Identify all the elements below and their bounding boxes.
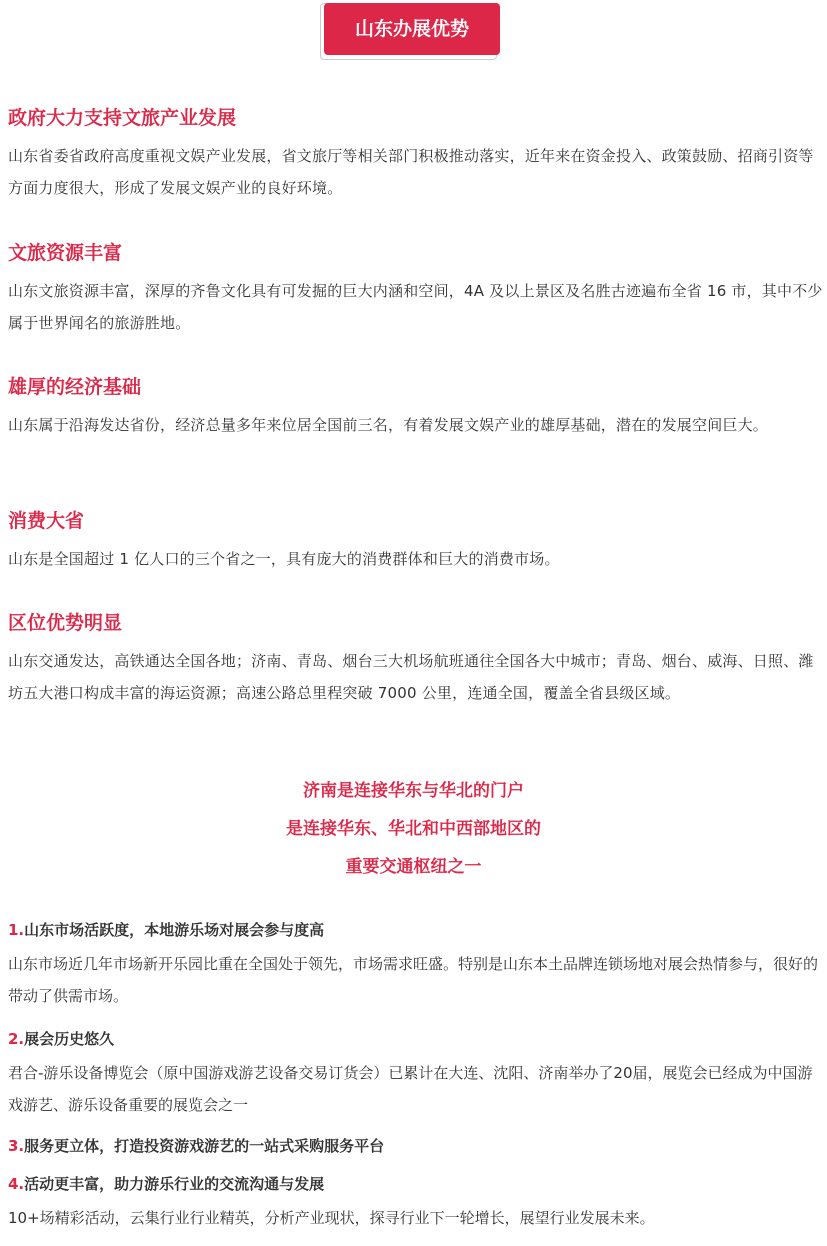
section-consumption — [8, 509, 823, 575]
section-government-support — [8, 106, 823, 204]
numbered-text: 山东市场近几年市场新开乐园比重在全国处于领先，市场需求旺盛。特别是山东本土品牌连锁场地对展会热情参与，很好的带动了供需市场。 — [8, 955, 819, 1005]
section-economic-foundation — [8, 375, 823, 441]
numbered-heading-text: 山东市场活跃度，本地游乐场对展会参与度高 — [24, 921, 325, 939]
numbered-heading — [8, 1134, 823, 1158]
numbered-heading-text: 活动更丰富，助力游乐行业的交流沟通与发展 — [24, 1175, 325, 1193]
highlight-line: 是连接华东、华北和中西部地区的 — [286, 819, 541, 839]
section-text: 山东省委省政府高度重视文娱产业发展，省文旅厅等相关部门积极推动落实，近年来在资金投入、政策鼓励、招商引资等方面力度很大，形成了发展文娱产业的良好环境。 — [8, 147, 814, 197]
numbered-item-3 — [8, 1134, 823, 1158]
section-heading: 文旅资源丰富 — [8, 242, 123, 264]
highlight-line: 济南是连接华东与华北的门户 — [303, 781, 524, 801]
numbered-text: 君合-游乐设备博览会（原中国游戏游艺设备交易订货会）已累计在大连、沈阳、济南举办了20届，展览会已经成为中国游戏游艺、游乐设备重要的展览会之一 — [8, 1064, 813, 1114]
item-number: 4. — [8, 1175, 25, 1193]
numbered-heading-text: 展会历史悠久 — [24, 1030, 115, 1048]
section-heading: 消费大省 — [8, 510, 85, 532]
numbered-item-2 — [8, 1027, 823, 1121]
section-cultural-resources — [8, 241, 823, 339]
title-badge — [320, 3, 500, 60]
section-heading: 雄厚的经济基础 — [8, 376, 142, 398]
section-text: 山东属于沿海发达省份，经济总量多年来位居全国前三名，有着发展文娱产业的雄厚基础，潜在的发展空间巨大。 — [8, 416, 769, 434]
numbered-item-4 — [8, 1172, 823, 1234]
section-location-advantage — [8, 611, 823, 709]
section-text: 山东文旅资源丰富，深厚的齐鲁文化具有可发掘的巨大内涵和空间，4A 及以上景区及名胜古迹遍布全省 16 市，其中不少属于世界闻名的旅游胜地。 — [8, 282, 823, 332]
section-text: 山东是全国超过 1 亿人口的三个省之一，具有庞大的消费群体和巨大的消费市场。 — [8, 550, 560, 568]
numbered-heading-text: 服务更立体，打造投资游戏游艺的一站式采购服务平台 — [24, 1137, 385, 1155]
item-number: 1. — [8, 921, 25, 939]
item-number: 3. — [8, 1137, 25, 1155]
highlight-line: 重要交通枢纽之一 — [345, 857, 482, 877]
section-heading: 区位优势明显 — [8, 612, 123, 634]
section-heading: 政府大力支持文旅产业发展 — [8, 107, 237, 129]
numbered-heading — [8, 918, 823, 942]
numbered-heading — [8, 1027, 823, 1051]
numbered-text: 10+场精彩活动，云集行业行业精英，分析产业现状，探寻行业下一轮增长，展望行业发展未来。 — [8, 1209, 655, 1227]
item-number: 2. — [8, 1030, 25, 1048]
page-title: 山东办展优势 — [324, 3, 500, 55]
numbered-heading — [8, 1172, 823, 1196]
section-text: 山东交通发达，高铁通达全国各地；济南、青岛、烟台三大机场航班通往全国各大中城市；青岛、烟台、威海、日照、潍坊五大港口构成丰富的海运资源；高速公路总里程突破 7000 公里，连通全国，覆盖全省县级区域。 — [8, 652, 814, 702]
highlight-block — [0, 772, 827, 886]
numbered-item-1 — [8, 918, 823, 1012]
